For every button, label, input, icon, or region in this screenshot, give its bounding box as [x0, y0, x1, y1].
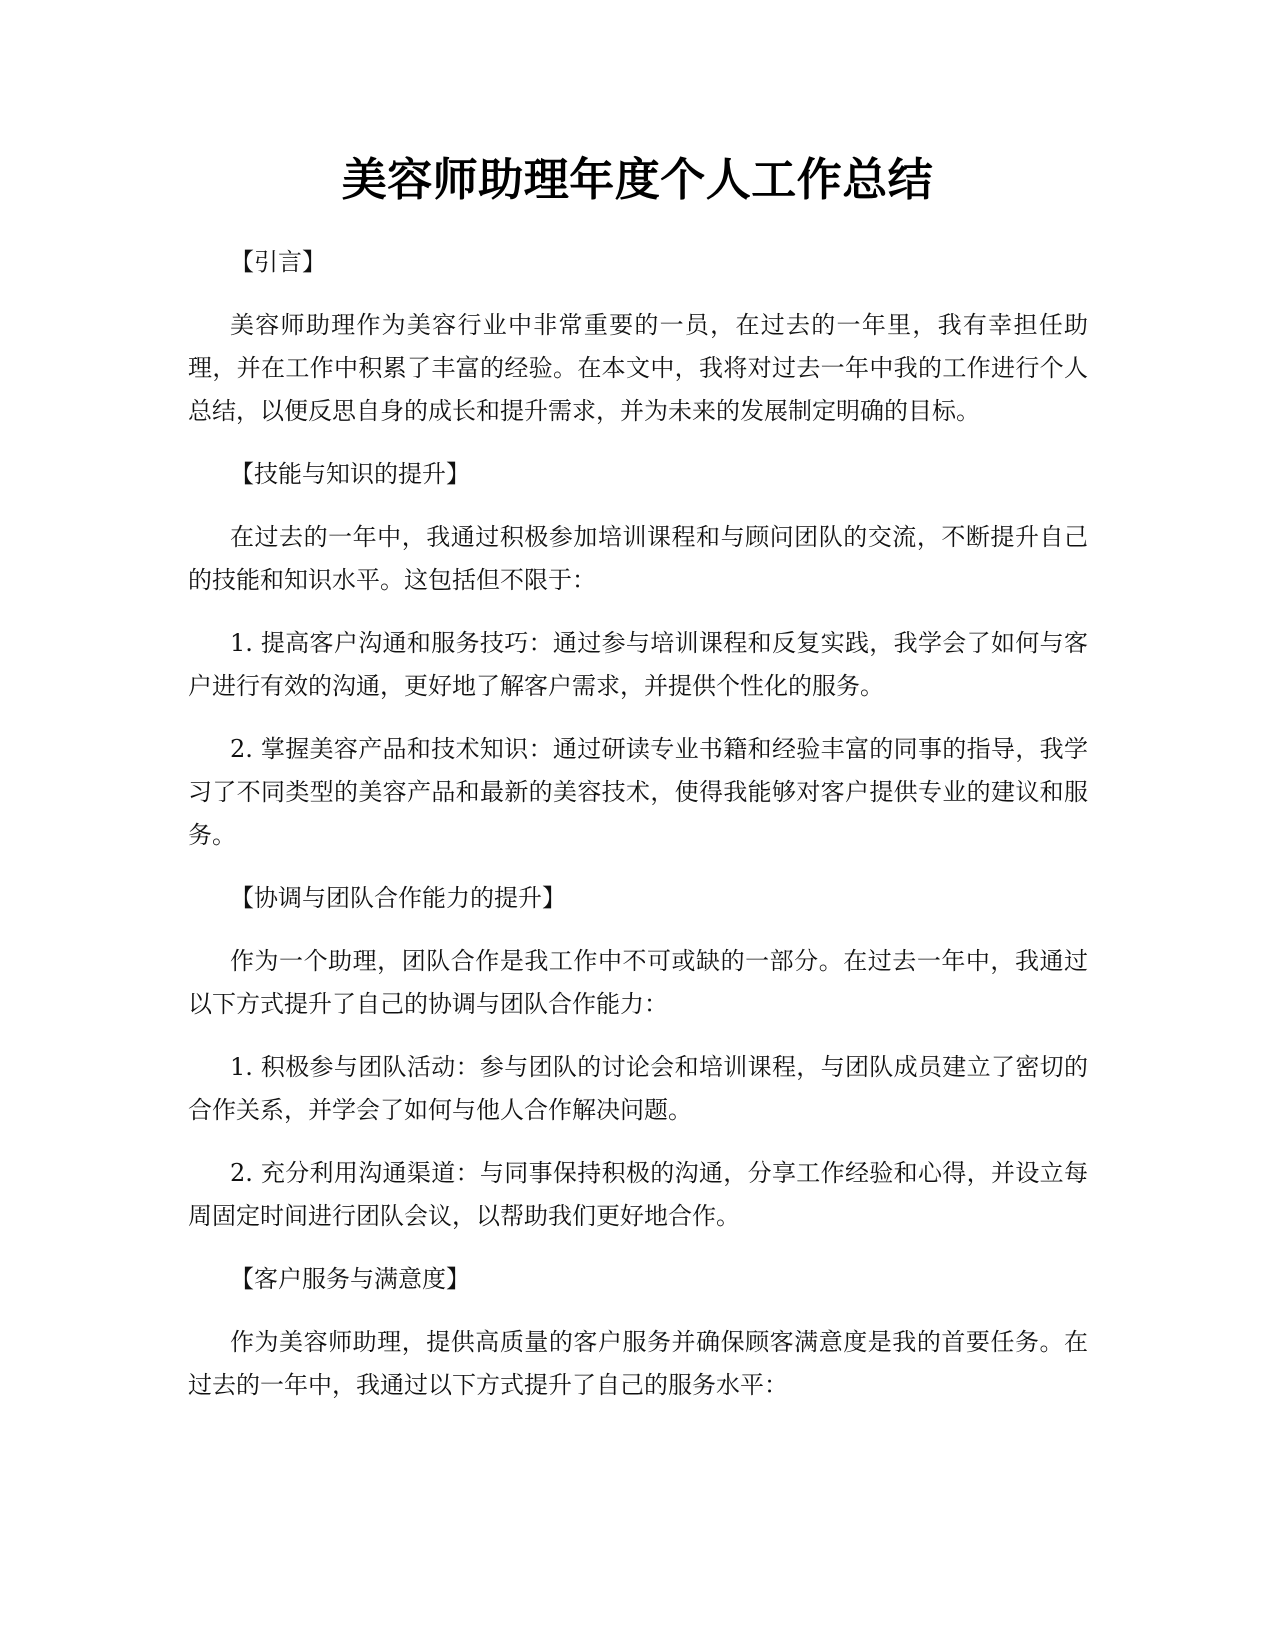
paragraph-teamwork-intro: 作为一个助理，团队合作是我工作中不可或缺的一部分。在过去一年中，我通过以下方式提升了自己的协调与团队合作能力： [188, 947, 1088, 1018]
document-title: 美容师助理年度个人工作总结 [341, 153, 934, 206]
section-heading-customer-service: 【客户服务与满意度】 [230, 1265, 470, 1293]
section-heading-teamwork: 【协调与团队合作能力的提升】 [230, 884, 566, 912]
paragraph-skills-intro: 在过去的一年中，我通过积极参加培训课程和与顾问团队的交流，不断提升自己的技能和知识水平。这包括但不限于： [188, 523, 1088, 594]
paragraph-customer-service-intro: 作为美容师助理，提供高质量的客户服务并确保顾客满意度是我的首要任务。在过去的一年中，我通过以下方式提升了自己的服务水平： [188, 1328, 1088, 1399]
section-heading-intro: 【引言】 [230, 248, 326, 276]
list-item-skills-2: 2. 掌握美容产品和技术知识：通过研读专业书籍和经验丰富的同事的指导，我学习了不同类型的美容产品和最新的美容技术，使得我能够对客户提供专业的建议和服务。 [188, 735, 1088, 849]
document-body [188, 241, 1088, 1427]
list-item-teamwork-1: 1. 积极参与团队活动：参与团队的讨论会和培训课程，与团队成员建立了密切的合作关系，并学会了如何与他人合作解决问题。 [188, 1053, 1088, 1124]
list-item-teamwork-2: 2. 充分利用沟通渠道：与同事保持积极的沟通，分享工作经验和心得，并设立每周固定时间进行团队会议，以帮助我们更好地合作。 [188, 1159, 1088, 1230]
list-item-skills-1: 1. 提高客户沟通和服务技巧：通过参与培训课程和反复实践，我学会了如何与客户进行有效的沟通，更好地了解客户需求，并提供个性化的服务。 [188, 629, 1088, 700]
paragraph-intro: 美容师助理作为美容行业中非常重要的一员，在过去的一年里，我有幸担任助理，并在工作中积累了丰富的经验。在本文中，我将对过去一年中我的工作进行个人总结，以便反思自身的成长和提升需求，并为未来的发展制定明确的目标。 [188, 311, 1088, 425]
section-heading-skills: 【技能与知识的提升】 [230, 460, 470, 488]
